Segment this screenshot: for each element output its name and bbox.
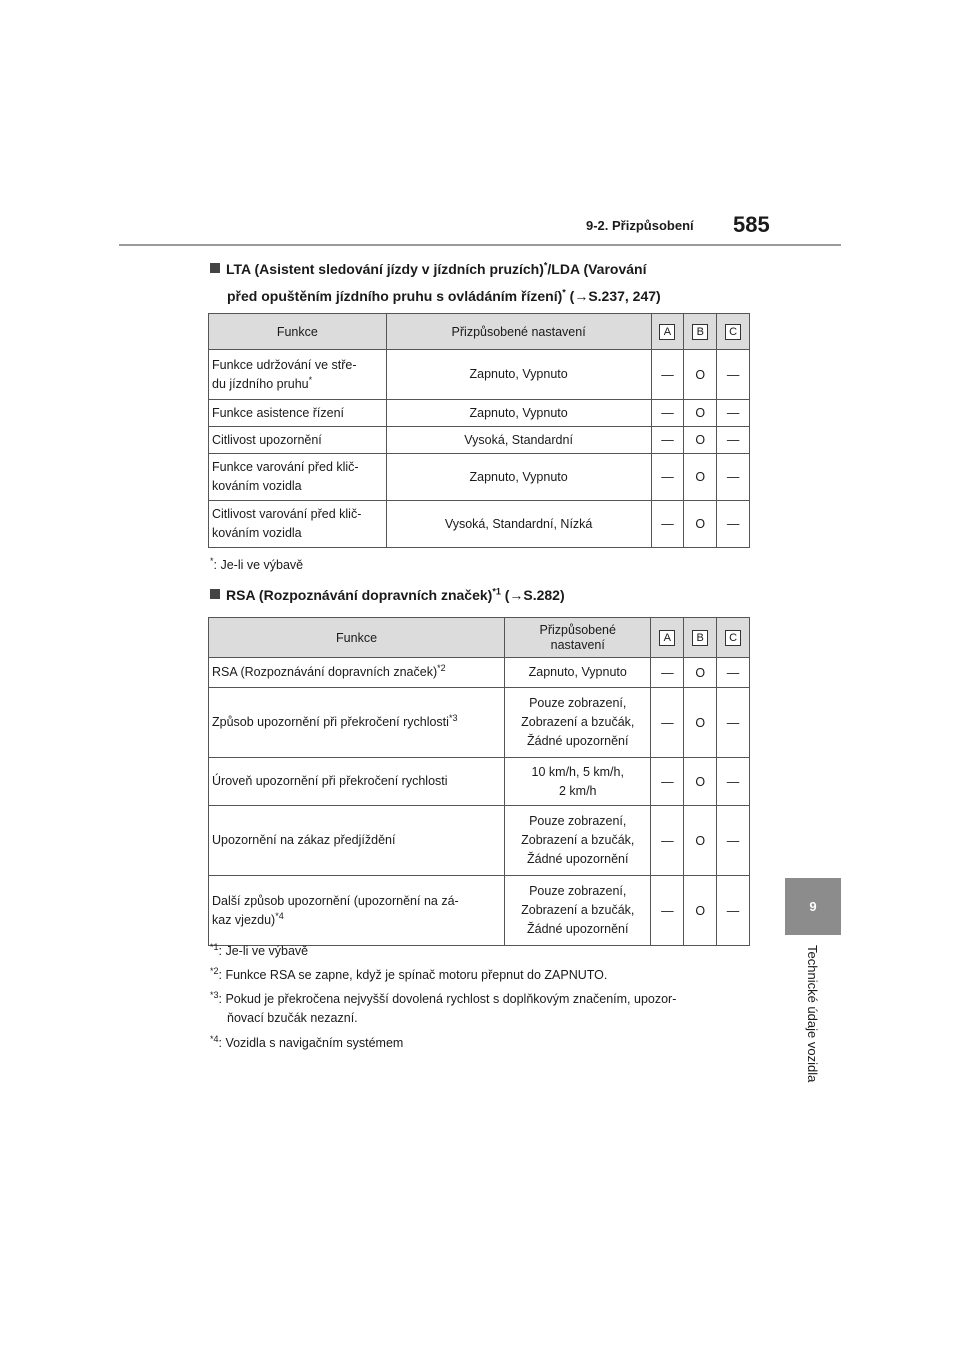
- column-a: [651, 618, 684, 658]
- column-function: Funkce: [209, 618, 505, 658]
- table-row: Způsob upozornění při překročení rychlosti$^{*3}$ Pouze zobrazení, Zobrazení a bzučák, Žádné upozornění — O —: [209, 688, 750, 758]
- label-c-icon: C: [725, 630, 741, 646]
- label-a-icon: A: [659, 630, 675, 646]
- table-header: [209, 618, 750, 658]
- table-row: Citlivost upozornění Vysoká, Standardní — O —: [209, 427, 750, 454]
- lta-settings-table: [208, 313, 750, 548]
- table-row: Další způsob upozornění (upozornění na zá- kaz vjezdu)$^{*4}$ Pouze zobrazení, Zobrazení a bzučák, Žádné upozornění — O —: [209, 876, 750, 946]
- section-title: 9-2. Přizpůsobení: [586, 218, 694, 233]
- header-divider: [119, 244, 841, 246]
- column-b: [684, 314, 717, 350]
- column-settings: Přizpůsobené nastavení: [505, 618, 651, 658]
- table-row: Úroveň upozornění při překročení rychlosti 10 km/h, 5 km/h, 2 km/h — O —: [209, 758, 750, 806]
- column-c: [717, 618, 750, 658]
- square-bullet-icon: [210, 263, 220, 273]
- column-c: [717, 314, 750, 350]
- table-row: Funkce varování před klič- kováním vozidla Zapnuto, Vypnuto — O —: [209, 454, 750, 501]
- footnote: $^{*1}$: Je-li ve výbavě: [210, 941, 309, 958]
- table-row: Upozornění na zákaz předjíždění Pouze zobrazení, Zobrazení a bzučák, Žádné upozornění — O —: [209, 806, 750, 876]
- chapter-tab: 9: [785, 878, 841, 935]
- label-c-icon: C: [725, 324, 741, 340]
- column-function: Funkce: [209, 314, 387, 350]
- column-a: [651, 314, 684, 350]
- label-b-icon: B: [692, 324, 708, 340]
- section2-heading: RSA (Rozpoznávání dopravních značek)$^{*1}$ (→S.282): [210, 582, 565, 609]
- label-b-icon: B: [692, 630, 708, 646]
- footnote: $^{*2}$: Funkce RSA se zapne, když je spínač motoru přepnut do ZAPNUTO.: [210, 965, 608, 982]
- footnote: $^{*3}$: Pokud je překročena nejvyšší dovolená rychlost s doplňkovým značením, upozor- ňovací bzučák nezazní.: [210, 989, 677, 1025]
- table-header: [209, 314, 750, 350]
- table-row: Funkce asistence řízení Zapnuto, Vypnuto — O —: [209, 400, 750, 427]
- label-a-icon: A: [659, 324, 675, 340]
- footnote: $^{*4}$: Vozidla s navigačním systémem: [210, 1033, 404, 1050]
- column-b: [684, 618, 717, 658]
- section1-heading: LTA (Asistent sledování jízdy v jízdních pruzích)*/LDA (Varování před opuštěním jízdního pruhu s ovládáním řízení)* (→S.237, 247): [210, 256, 661, 310]
- table-row: Funkce udržování ve stře- du jízdního pruhu* Zapnuto, Vypnuto — O —: [209, 350, 750, 400]
- square-bullet-icon: [210, 589, 220, 599]
- chapter-label: Technické údaje vozidla: [805, 945, 820, 1083]
- column-settings: Přizpůsobené nastavení: [386, 314, 651, 350]
- table-row: Citlivost varování před klič- kováním vozidla Vysoká, Standardní, Nízká — O —: [209, 501, 750, 548]
- rsa-settings-table: [208, 617, 750, 946]
- table-row: RSA (Rozpoznávání dopravních značek)$^{*2}$ Zapnuto, Vypnuto — O —: [209, 658, 750, 688]
- footnote: *: Je-li ve výbavě: [210, 555, 304, 572]
- page-number: 585: [733, 212, 770, 237]
